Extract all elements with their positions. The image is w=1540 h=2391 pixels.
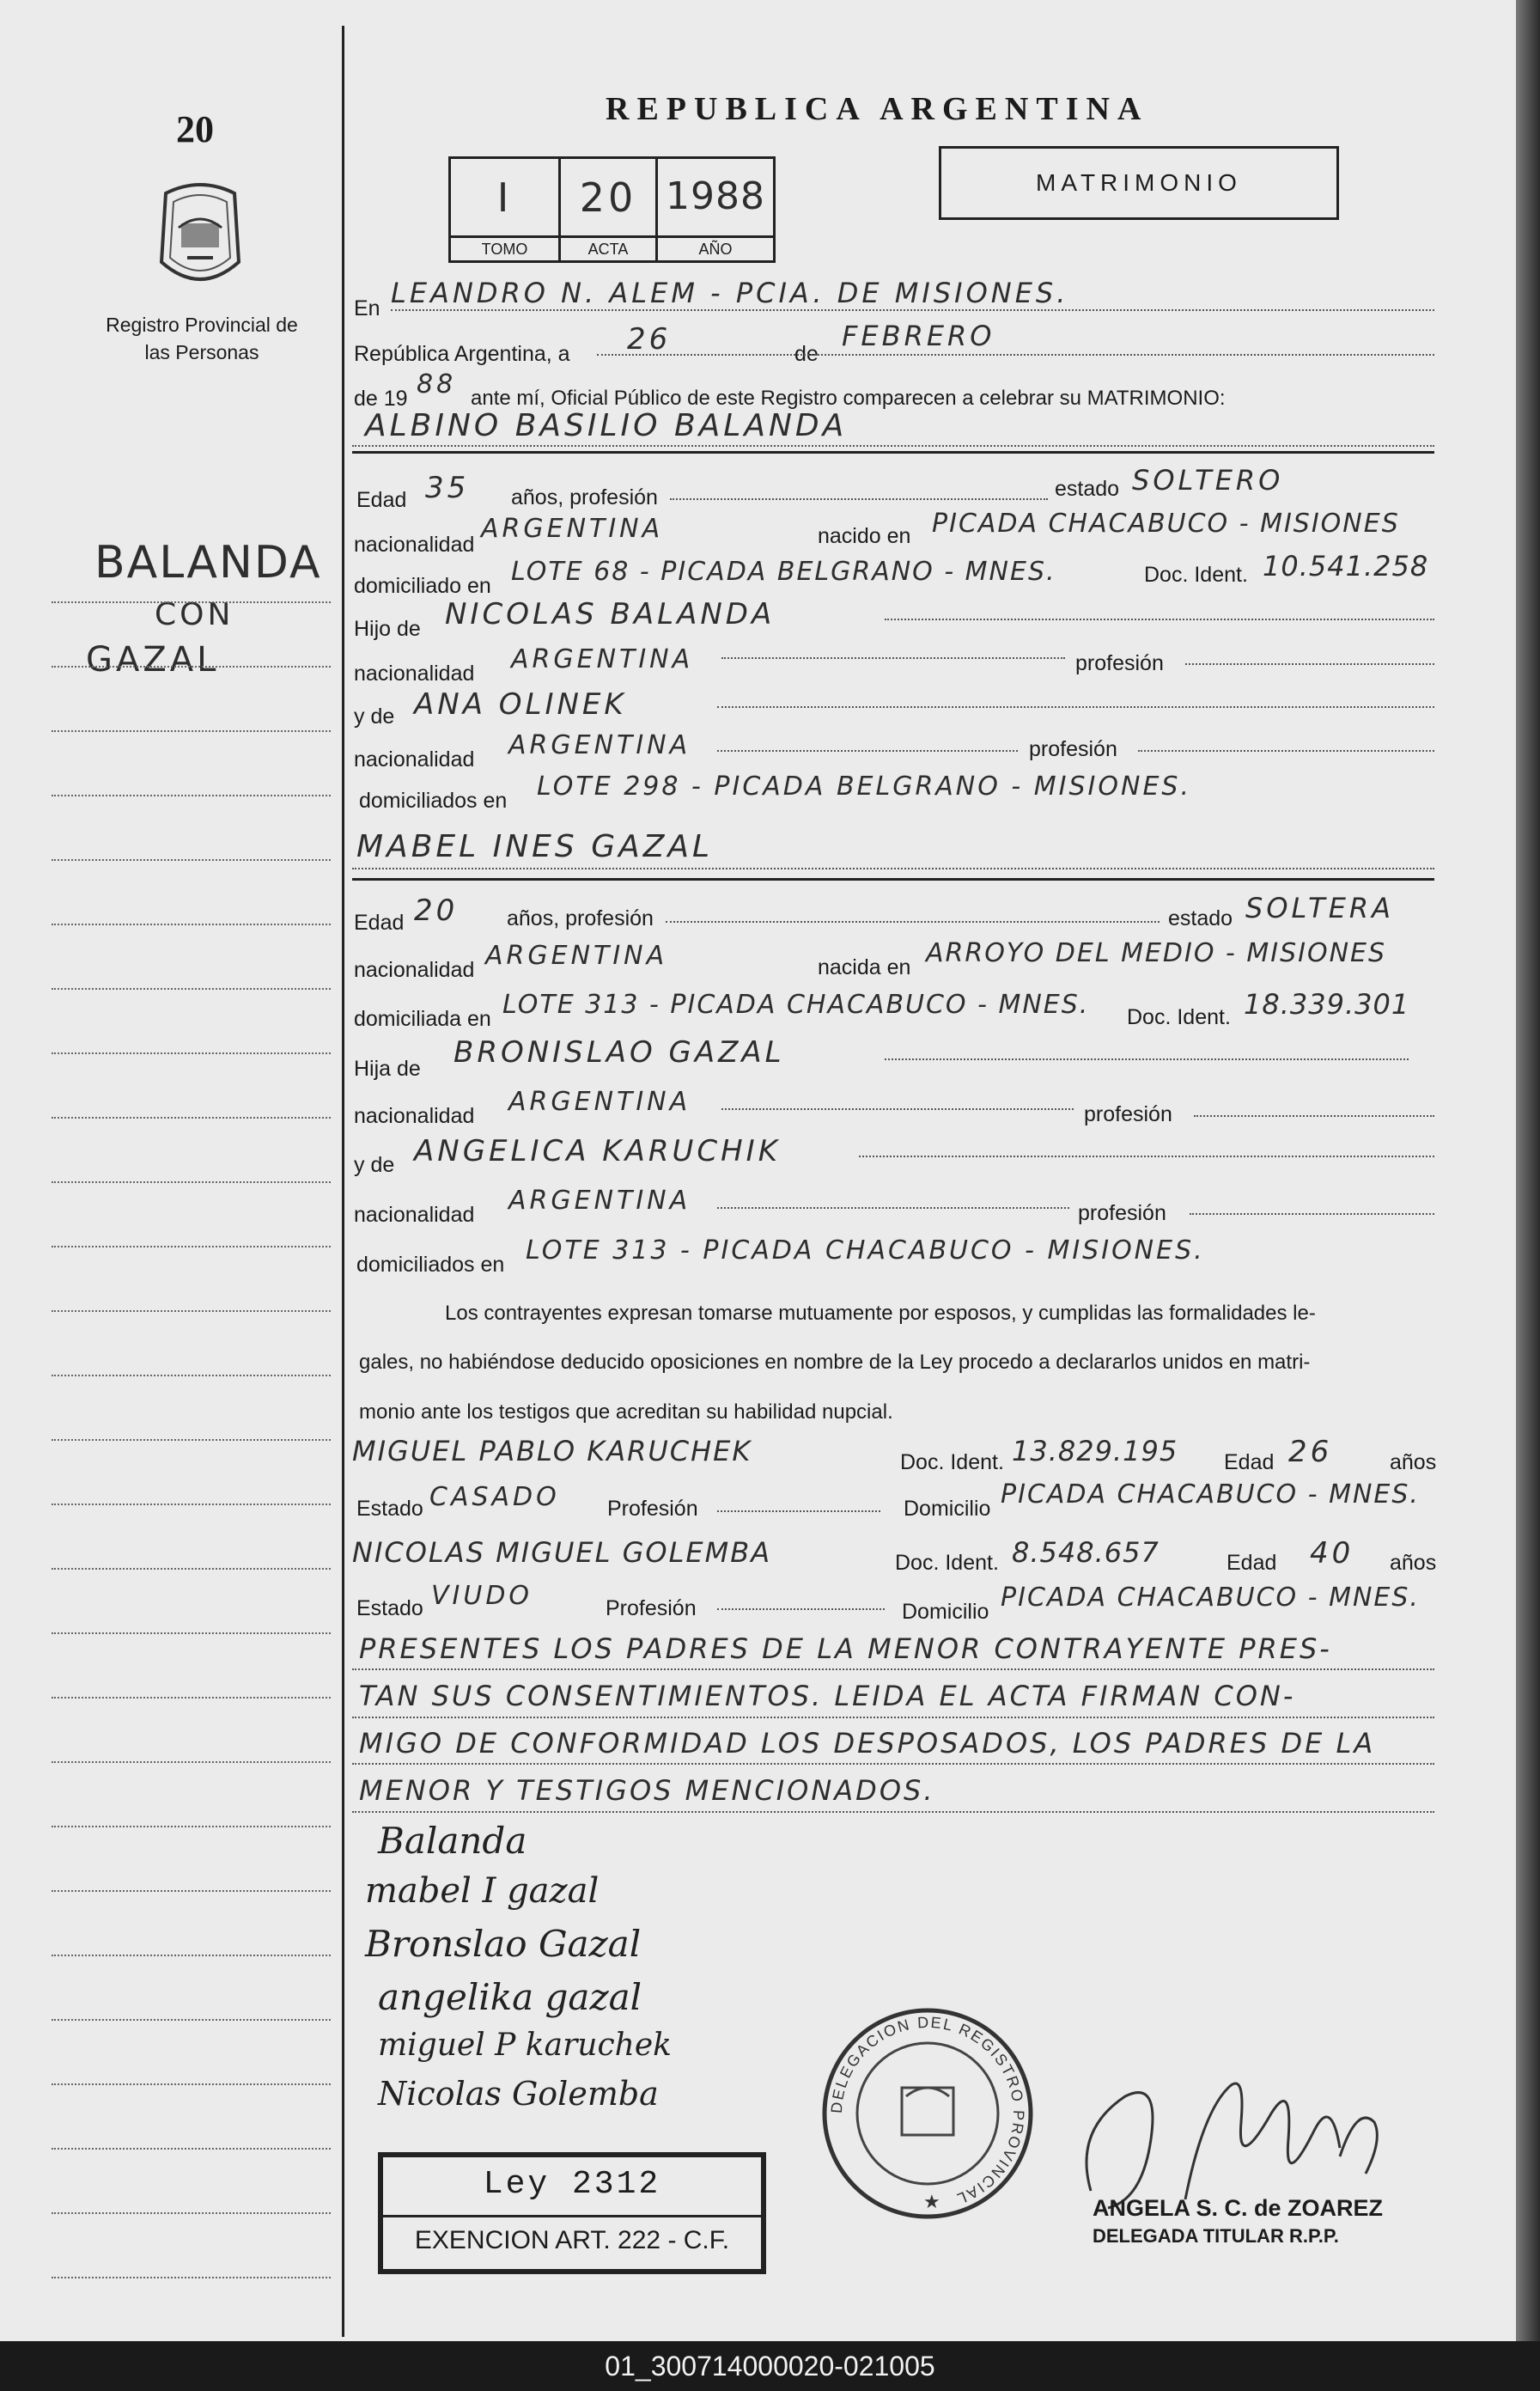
record-type: MATRIMONIO [1036,169,1242,196]
groom-estado: SOLTERO [1132,464,1284,497]
bride-domiciliados-label: domiciliados en [356,1253,505,1277]
bride-nacionalidad-label: nacionalidad [354,958,475,982]
groom-padre-prof-label: profesión [1075,651,1164,675]
law-stamp-line-2: EXENCION ART. 222 - C.F. [383,2215,761,2255]
groom-madre-nac: ARGENTINA [508,730,691,760]
provincial-seal-icon [153,176,247,296]
margin-note-con: CON [155,597,234,632]
bride-padre-nac-label: nacionalidad [354,1104,475,1128]
groom-madre-nac-label: nacionalidad [354,747,475,772]
marriage-month: FEBRERO [842,320,995,352]
anio-cell [658,159,773,260]
registry-name [94,311,309,366]
witness2-domicilio-label: Domicilio [902,1600,989,1624]
groom-domicilio: LOTE 68 - PICADA BELGRANO - MNES. [511,557,1056,587]
bride-doc-label: Doc. Ident. [1127,1005,1231,1029]
tomo-cell [451,159,561,260]
witness2-edad: 40 [1310,1536,1354,1571]
bride-nacido: ARROYO DEL MEDIO - MISIONES [926,938,1387,968]
witness1-domicilio: PICADA CHACABUCO - MNES. [1001,1479,1420,1510]
witness1-edad: 26 [1288,1435,1333,1469]
witness1-doc: 13.829.195 [1012,1435,1178,1467]
witness2-anios-label: años [1390,1551,1437,1575]
witness1-doc-label: Doc. Ident. [900,1450,1004,1474]
bride-madre: ANGELICA KARUCHIK [414,1134,781,1168]
groom-madre-prof-label: profesión [1029,737,1117,761]
bride-edad: 20 [414,894,459,928]
republica-label: República Argentina, a [354,342,570,366]
year-prefix: de 19 [354,387,408,411]
groom-profesion-label: años, profesión [511,485,658,509]
groom-edad-label: Edad [356,488,407,512]
year-suffix: 88 [417,369,457,400]
bride-domicilio: LOTE 313 - PICADA CHACABUCO - MNES. [502,990,1090,1020]
legal-text-line-1: Los contrayentes expresan tomarse mutuamente por esposos, y cumplidas las formalidades le- [445,1302,1316,1325]
book-binding-edge [1516,0,1540,2341]
bride-separator [352,878,1434,881]
groom-padre-nac-label: nacionalidad [354,662,475,686]
witness2-domicilio: PICADA CHACABUCO - MNES. [1001,1583,1420,1613]
groom-doc-label: Doc. Ident. [1144,563,1248,587]
witness1-domicilio-label: Domicilio [904,1497,991,1521]
groom-madre: ANA OLINEK [414,687,627,722]
bride-padre: BRONISLAO GAZAL [453,1035,785,1070]
bride-profesion-label: años, profesión [507,906,654,930]
witness2-estado: VIUDO [431,1581,533,1611]
groom-padre: NICOLAS BALANDA [445,597,776,631]
marriage-day: 26 [627,322,672,357]
tomo-acta-anio-box [448,156,776,263]
round-official-stamp-icon [816,2002,1039,2225]
margin-note-surname-1: BALANDA [94,537,322,589]
law-stamp [378,2152,766,2274]
bride-padre-nac: ARGENTINA [508,1087,691,1117]
observations-line-3: MIGO DE CONFORMIDAD LOS DESPOSADOS, LOS PADRES DE LA [359,1727,1376,1760]
de-label: de [794,342,819,366]
svg-text:★: ★ [923,2191,940,2212]
observations-line-4: MENOR Y TESTIGOS MENCIONADOS. [359,1774,935,1807]
country-header: REPUBLICA ARGENTINA [606,91,1149,127]
witness2-estado-label: Estado [356,1596,423,1620]
intro-text: ante mí, Oficial Público de este Registro comparecen a celebrar su MATRIMONIO: [471,387,1226,410]
bride-madre-nac: ARGENTINA [508,1186,691,1216]
bride-nacido-label: nacida en [818,955,911,979]
observations-line-1: PRESENTES LOS PADRES DE LA MENOR CONTRAYENTE PRES- [359,1632,1332,1665]
column-divider [342,26,344,2337]
acta-cell [561,159,658,260]
groom-doc: 10.541.258 [1263,550,1429,583]
groom-separator [352,451,1434,454]
groom-domiciliados: LOTE 298 - PICADA BELGRANO - MISIONES. [537,772,1191,802]
bride-hija-label: Hija de [354,1057,421,1081]
signature-bride-mother: angelika gazal [378,1976,642,2018]
bride-domiciliados: LOTE 313 - PICADA CHACABUCO - MISIONES. [526,1235,1205,1266]
signature-groom: Balanda [378,1820,527,1862]
bride-nacionalidad: ARGENTINA [485,941,668,971]
page-number: 20 [176,108,214,150]
witness1-name: MIGUEL PABLO KARUCHEK [352,1435,752,1467]
bride-madre-prof-label: profesión [1078,1201,1166,1225]
groom-nacido-label: nacido en [818,524,911,548]
law-stamp-line-1: Ley 2312 [483,2166,661,2203]
groom-nacido: PICADA CHACABUCO - MISIONES [932,509,1400,539]
witness2-edad-label: Edad [1227,1551,1277,1575]
en-label: En [354,296,380,320]
signature-witness-1: miguel P karuchek [378,2028,672,2063]
witness2-name: NICOLAS MIGUEL GOLEMBA [352,1536,772,1569]
registry-name-text: Registro Provincial de las Personas [106,314,298,363]
image-caption: 01_300714000020-021005 [605,2351,935,2382]
groom-estado-label: estado [1055,477,1120,501]
bride-padre-prof-label: profesión [1084,1102,1172,1126]
bride-edad-label: Edad [354,911,405,935]
bride-estado: SOLTERA [1245,892,1395,924]
bride-domicilio-label: domiciliada en [354,1007,491,1031]
margin-note-surname-2: GAZAL [86,640,220,680]
witness1-edad-label: Edad [1224,1450,1275,1474]
witness2-doc-label: Doc. Ident. [895,1551,999,1575]
round-stamp-text: DELEGACION DEL REGISTRO PROVINCIAL [827,2013,1028,2209]
groom-domicilio-label: domiciliado en [354,574,491,598]
tomo-label: TOMO [451,235,558,260]
bride-madre-nac-label: nacionalidad [354,1203,475,1227]
witness2-profesion-label: Profesión [606,1596,697,1620]
witness1-anios-label: años [1390,1450,1437,1474]
groom-padre-nac: ARGENTINA [511,644,694,674]
acta-value: 20 [579,174,637,221]
official-title: DELEGADA TITULAR R.P.P. [1093,2225,1339,2247]
bride-yde-label: y de [354,1153,395,1177]
groom-yde-label: y de [354,704,395,729]
signature-bride: mabel I gazal [365,1871,600,1911]
signature-bride-father: Bronslao Gazal [365,1923,642,1965]
legal-text-line-2: gales, no habiéndose deducido oposiciones en nombre de la Ley procedo a declararlos unidos en matri- [359,1351,1311,1374]
tomo-value: I [496,174,513,221]
official-name: ANGELA S. C. de ZOAREZ [1093,2195,1384,2221]
witness2-doc: 8.548.657 [1012,1536,1160,1569]
legal-text-line-3: monio ante los testigos que acreditan su habilidad nupcial. [359,1400,893,1424]
witness1-estado: CASADO [429,1482,560,1512]
anio-value: 1988 [666,174,765,218]
groom-domiciliados-label: domiciliados en [359,789,508,813]
anio-label: AÑO [658,235,773,260]
groom-nacionalidad-label: nacionalidad [354,533,475,557]
bride-doc: 18.339.301 [1244,988,1410,1021]
groom-hijo-label: Hijo de [354,617,421,641]
witness1-estado-label: Estado [356,1497,423,1521]
groom-name: ALBINO BASILIO BALANDA [365,408,848,443]
signature-witness-2: Nicolas Golemba [378,2075,659,2113]
groom-edad: 35 [425,471,470,505]
record-type-box [939,146,1339,220]
groom-nacionalidad: ARGENTINA [481,514,664,544]
observations-line-2: TAN SUS CONSENTIMIENTOS. LEIDA EL ACTA FIRMAN CON- [359,1680,1296,1712]
marriage-place: LEANDRO N. ALEM - PCIA. DE MISIONES. [391,277,1069,309]
bride-name: MABEL INES GAZAL [356,829,714,864]
witness1-profesion-label: Profesión [607,1497,698,1521]
acta-label: ACTA [561,235,655,260]
bride-estado-label: estado [1168,906,1233,930]
